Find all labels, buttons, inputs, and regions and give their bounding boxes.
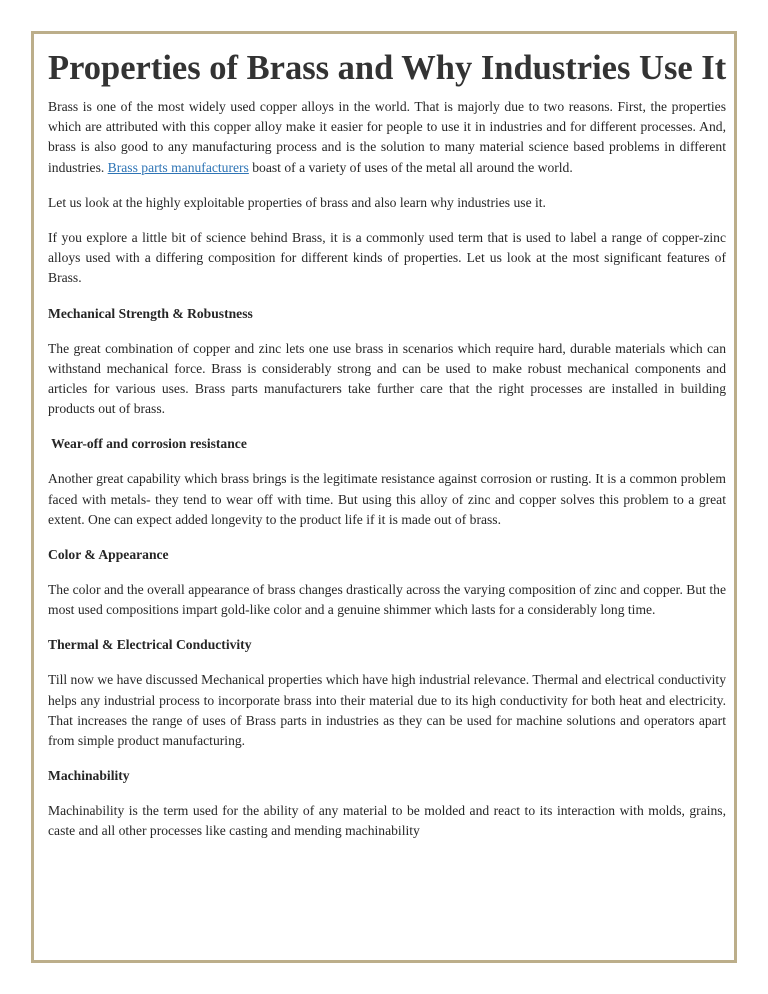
intro-text-after-link: boast of a variety of uses of the metal all around the world. (248, 159, 573, 175)
paragraph-color-appearance: The color and the overall appearance of brass changes drastically across the varying composition of zinc and copper. But the most used compositions impart gold-like color and a genuine shimmer which lasts for a considerably long time. (48, 582, 726, 618)
heading-corrosion-resistance: Wear-off and corrosion resistance (48, 436, 247, 452)
paragraph-science: If you explore a little bit of science behind Brass, it is a commonly used term that is used to label a range of copper-zinc alloys used with a differing composition for different kinds of properties. Let us look at the most significant features of Brass. (48, 230, 726, 286)
paragraph-thermal-electrical: Till now we have discussed Mechanical properties which have high industrial relevance. Thermal and electrical conductivity helps any industrial process to incorporate brass into their material due to its high conductivity for both heat and electricity. That increases the range of uses of Brass parts in industries as they can be used for machine solutions and operators apart from simple product manufacturing. (48, 672, 726, 749)
paragraph-mechanical-strength: The great combination of copper and zinc lets one use brass in scenarios which require hard, durable materials which can withstand mechanical force. Brass is considerably strong and can be used to make robust mechanical components and articles for various uses. Brass parts manufacturers take further care that the right processes are installed in building products out of brass. (48, 340, 726, 417)
paragraph-corrosion-resistance: Another great capability which brass brings is the legitimate resistance against corrosion or rusting. It is a common problem faced with metals- they tend to wear off with time. But using this alloy of zinc and copper solves this problem to a great extent. One can expect added longevity to the product life if it is made out of brass. (48, 471, 726, 527)
page-frame (31, 31, 737, 963)
brass-parts-manufacturers-link[interactable]: Brass parts manufacturers (107, 159, 249, 175)
heading-machinability: Machinability (48, 768, 130, 784)
intro-text-before-link: Brass is one of the most widely used copper alloys in the world. That is majorly due to two reasons. First, the properties which are attributed with this copper alloy make it easier for people to use it in industries and for different processes. And, brass is also good to any manufacturing process and is the solution to many material science based problems in different industries. (48, 99, 726, 175)
heading-color-appearance: Color & Appearance (48, 547, 169, 563)
intro-paragraph (48, 97, 726, 178)
document-title: Properties of Brass and Why Industries Use It (48, 49, 727, 87)
paragraph-machinability: Machinability is the term used for the ability of any material to be molded and react to its interaction with molds, grains, caste and all other processes like casting and mending machinability (48, 803, 726, 839)
heading-mechanical-strength: Mechanical Strength & Robustness (48, 305, 253, 321)
paragraph-overview: Let us look at the highly exploitable properties of brass and also learn why industries use it. (48, 194, 546, 210)
document-content (48, 48, 726, 842)
heading-thermal-electrical: Thermal & Electrical Conductivity (48, 637, 252, 653)
